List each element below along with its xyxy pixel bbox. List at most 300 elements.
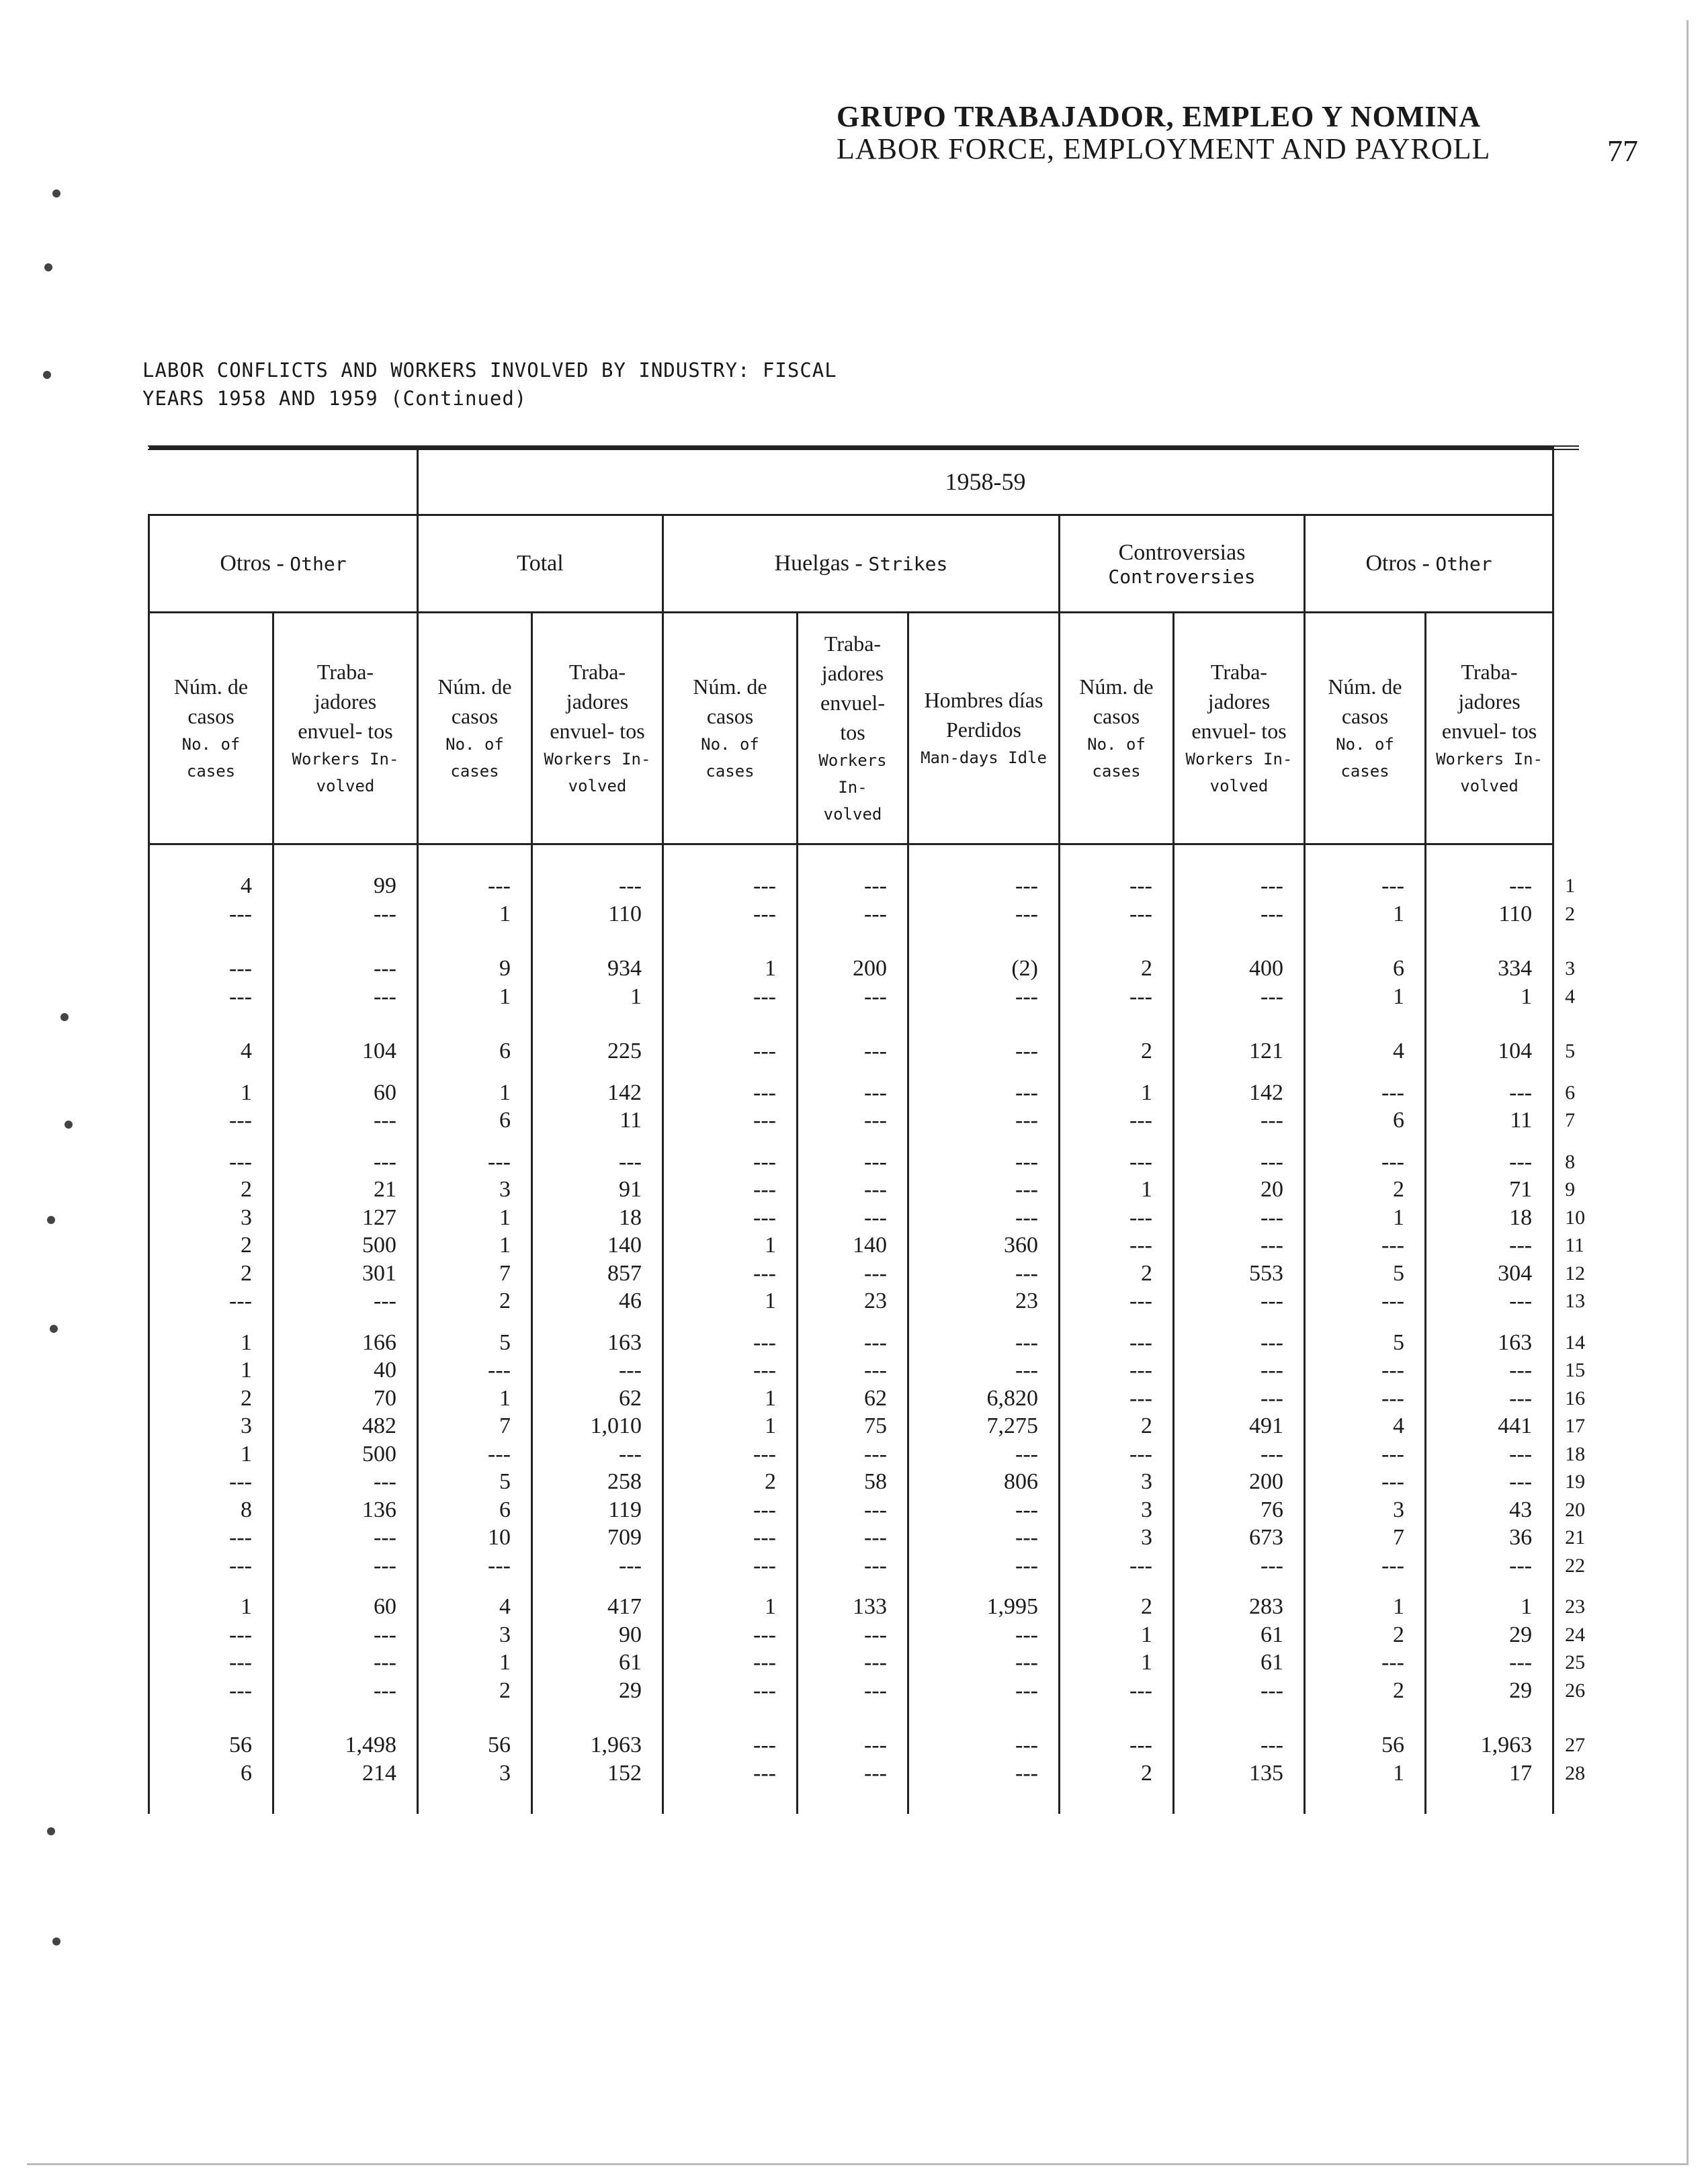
- table-cell: 110: [1426, 900, 1553, 928]
- table-cell: ---: [149, 1106, 273, 1135]
- spacer-cell: [908, 1010, 1060, 1037]
- table-cell: 304: [1426, 1260, 1553, 1288]
- table-cell: 482: [273, 1412, 418, 1440]
- table-row: [149, 1496, 1580, 1524]
- table-cell: ---: [908, 1621, 1060, 1649]
- table-row: [149, 1524, 1580, 1552]
- running-header: [837, 101, 1490, 165]
- subheader-es: Núm. de casos: [1079, 674, 1154, 728]
- table-cell: ---: [663, 1329, 798, 1357]
- table-cell: ---: [798, 1037, 908, 1065]
- table-cell: ---: [1426, 1148, 1553, 1176]
- spacer-row: [149, 928, 1580, 955]
- row-number: 7: [1565, 1109, 1576, 1131]
- table-cell: ---: [798, 1759, 908, 1788]
- table-row: [149, 1260, 1580, 1288]
- spacer-cell: [273, 1010, 418, 1037]
- table-cell: ---: [1060, 1356, 1174, 1385]
- table-cell: 1: [1060, 1649, 1174, 1677]
- table-cell: ---: [663, 1731, 798, 1759]
- table-cell: 1: [1305, 1593, 1426, 1621]
- table-row: [149, 1621, 1580, 1649]
- spacer-cell: [1060, 1315, 1174, 1329]
- table-cell: ---: [1060, 1677, 1174, 1705]
- table-cell: ---: [1305, 1468, 1426, 1496]
- subheader-es: Traba- jadores envuel- tos: [1441, 660, 1537, 743]
- table-cell: 5: [418, 1468, 532, 1496]
- spacer-cell: [1060, 1787, 1174, 1814]
- table-cell: ---: [1305, 1552, 1426, 1580]
- table-row: [149, 1552, 1580, 1580]
- table-cell: ---: [532, 1552, 663, 1580]
- table-cell: 7: [418, 1412, 532, 1440]
- subheader-en: Workers In- volved: [1185, 750, 1293, 795]
- table-cell: ---: [149, 983, 273, 1011]
- table-cell: 200: [798, 955, 908, 983]
- table-cell: ---: [798, 1552, 908, 1580]
- table-cell: 4: [1305, 1412, 1426, 1440]
- table-cell: ---: [1305, 1287, 1426, 1315]
- table-cell: ---: [1174, 1731, 1305, 1759]
- table-cell: ---: [798, 1329, 908, 1357]
- table-cell: 2: [418, 1287, 532, 1315]
- table-cell: 4: [149, 872, 273, 900]
- spacer-cell: [149, 1704, 273, 1731]
- table-cell: ---: [1426, 1356, 1553, 1385]
- table-cell: 553: [1174, 1260, 1305, 1288]
- table-cell: 6: [418, 1037, 532, 1065]
- spacer-cell: [1553, 613, 1580, 844]
- table-cell: 1: [1426, 1593, 1553, 1621]
- table-cell: ---: [798, 1731, 908, 1759]
- table-cell: 1: [149, 1593, 273, 1621]
- subheader-en: No. of cases: [1336, 735, 1394, 781]
- spacer-cell: [1174, 1010, 1305, 1037]
- table-cell: 11: [1426, 1106, 1553, 1135]
- table-cell: 71: [1426, 1176, 1553, 1204]
- spacer-cell: [1305, 1704, 1426, 1731]
- table-cell: 127: [273, 1204, 418, 1232]
- table-cell: ---: [908, 1677, 1060, 1705]
- table-cell: ---: [149, 1677, 273, 1705]
- group-total: [418, 515, 663, 613]
- table-cell: 58: [798, 1468, 908, 1496]
- row-number: 28: [1565, 1761, 1586, 1784]
- table-cell: 1: [1060, 1079, 1174, 1107]
- spacer-row: [149, 1579, 1580, 1593]
- group-controversias-es: Controversias: [1118, 539, 1246, 565]
- spacer-cell: [798, 1787, 908, 1814]
- spacer-cell: [1060, 928, 1174, 955]
- table-cell: ---: [532, 1356, 663, 1385]
- table-cell: 1: [663, 1385, 798, 1413]
- table-cell: ---: [1174, 1329, 1305, 1357]
- spacer-cell: [1305, 844, 1426, 873]
- row-number: 22: [1565, 1554, 1586, 1577]
- table-cell: 140: [798, 1231, 908, 1260]
- table-cell: ---: [1305, 1148, 1426, 1176]
- header-title-en: LABOR FORCE, EMPLOYMENT AND PAYROLL: [837, 132, 1491, 165]
- spacer-cell: [663, 1065, 798, 1079]
- table-cell: 500: [273, 1231, 418, 1260]
- spacer-cell: [663, 1135, 798, 1148]
- table-cell: 6: [418, 1496, 532, 1524]
- table-row: [149, 1287, 1580, 1315]
- table-cell: ---: [663, 1079, 798, 1107]
- spacer-cell: [418, 1787, 532, 1814]
- spacer-cell: [663, 928, 798, 955]
- table-cell: 2: [149, 1260, 273, 1288]
- table-cell: ---: [663, 983, 798, 1011]
- spacer-cell: [1426, 844, 1553, 873]
- spacer-row: [149, 1315, 1580, 1329]
- spacer-cell: [149, 1315, 273, 1329]
- spacer-cell: [908, 1065, 1060, 1079]
- subheader-en: Workers In- volved: [292, 750, 399, 795]
- subheader-es: Traba- jadores envuel- tos: [820, 631, 885, 744]
- table-cell: ---: [1426, 1440, 1553, 1469]
- spacer-cell: [1060, 844, 1174, 873]
- group-otros-right-en: Other: [1435, 553, 1492, 575]
- table-cell: 11: [532, 1106, 663, 1135]
- group-otros-left-en: Other: [290, 553, 347, 575]
- table-cell: ---: [532, 872, 663, 900]
- spacer-cell: [1426, 1787, 1553, 1814]
- spacer-cell: [1426, 1579, 1553, 1593]
- table-cell: ---: [1305, 872, 1426, 900]
- caption-line-2: YEARS 1958 AND 1959 (Continued): [142, 387, 527, 410]
- table-cell: 76: [1174, 1496, 1305, 1524]
- table-cell: ---: [663, 1524, 798, 1552]
- table-cell: ---: [798, 1440, 908, 1469]
- table-cell: ---: [1426, 1287, 1553, 1315]
- spacer-cell: [1426, 1315, 1553, 1329]
- table-cell: ---: [273, 1552, 418, 1580]
- table-cell: 5: [1305, 1260, 1426, 1288]
- table-cell: ---: [663, 1356, 798, 1385]
- table-cell: 334: [1426, 955, 1553, 983]
- table-cell: ---: [663, 1621, 798, 1649]
- page-number: 77: [1607, 134, 1638, 168]
- row-number: 6: [1565, 1081, 1576, 1104]
- table-cell: ---: [908, 1649, 1060, 1677]
- table-cell: 3: [1305, 1496, 1426, 1524]
- table-cell: 142: [1174, 1079, 1305, 1107]
- table-cell: ---: [273, 955, 418, 983]
- group-huelgas-es: Huelgas -: [774, 551, 863, 576]
- subheader-es: Traba- jadores envuel- tos: [550, 660, 645, 743]
- table-cell: 4: [149, 1037, 273, 1065]
- table-row: [149, 1468, 1580, 1496]
- table-cell: ---: [418, 1440, 532, 1469]
- spacer-cell: [1060, 1704, 1174, 1731]
- table-cell: 258: [532, 1468, 663, 1496]
- table-cell: 360: [908, 1231, 1060, 1260]
- table-cell: 5: [1305, 1329, 1426, 1357]
- spacer-cell: [908, 1315, 1060, 1329]
- table-cell: 3: [1060, 1524, 1174, 1552]
- table-cell: ---: [1426, 1649, 1553, 1677]
- spacer-cell: [418, 1135, 532, 1148]
- table-cell: 163: [1426, 1329, 1553, 1357]
- spacer-cell: [1553, 1704, 1580, 1731]
- spacer-row: [149, 1135, 1580, 1148]
- row-number: 3: [1565, 957, 1576, 979]
- spacer-cell: [798, 928, 908, 955]
- table-cell: ---: [1426, 1079, 1553, 1107]
- table-cell: ---: [663, 900, 798, 928]
- table-cell: 2: [1060, 1037, 1174, 1065]
- table-cell: ---: [273, 900, 418, 928]
- spacer-cell: [418, 1579, 532, 1593]
- table-cell: 2: [1305, 1621, 1426, 1649]
- table-row: [149, 1412, 1580, 1440]
- table-cell: 1: [1060, 1621, 1174, 1649]
- table-cell: 1,963: [532, 1731, 663, 1759]
- table-cell: 56: [1305, 1731, 1426, 1759]
- spacer-cell: [1553, 515, 1580, 613]
- table-cell: ---: [663, 1148, 798, 1176]
- spacer-cell: [1553, 1135, 1580, 1148]
- table-cell: ---: [1174, 1106, 1305, 1135]
- table-cell: 6: [149, 1759, 273, 1788]
- spacer-cell: [1553, 1315, 1580, 1329]
- subheader-trabajadores-1: [273, 613, 418, 844]
- table-cell: ---: [1426, 1385, 1553, 1413]
- row-number: 21: [1565, 1526, 1586, 1548]
- subheader-row: [149, 613, 1580, 844]
- table-cell: 60: [273, 1079, 418, 1107]
- table-cell: 8: [149, 1496, 273, 1524]
- table-cell: ---: [663, 1677, 798, 1705]
- table-cell: ---: [798, 872, 908, 900]
- table-cell: ---: [663, 1176, 798, 1204]
- table-cell: 441: [1426, 1412, 1553, 1440]
- table-cell: 61: [1174, 1621, 1305, 1649]
- spacer-cell: [418, 1704, 532, 1731]
- spacer-cell: [532, 1579, 663, 1593]
- table-cell: ---: [1174, 1552, 1305, 1580]
- margin-speck: [60, 1013, 69, 1021]
- table-cell: 1: [663, 955, 798, 983]
- table-cell: 23: [908, 1287, 1060, 1315]
- table-cell: ---: [149, 1524, 273, 1552]
- table-cell: ---: [798, 1079, 908, 1107]
- table-cell: 60: [273, 1593, 418, 1621]
- table-cell: 400: [1174, 955, 1305, 983]
- table-row: [149, 1731, 1580, 1759]
- table-cell: 2: [418, 1677, 532, 1705]
- table-cell: ---: [532, 1148, 663, 1176]
- table-row: [149, 1356, 1580, 1385]
- spacer-row: [149, 1704, 1580, 1731]
- table-row: [149, 1440, 1580, 1469]
- table-cell: ---: [1305, 1356, 1426, 1385]
- subheader-en: No. of cases: [445, 735, 504, 781]
- spacer-cell: [1174, 1315, 1305, 1329]
- table-row: [149, 1148, 1580, 1176]
- table-cell: 70: [273, 1385, 418, 1413]
- table-cell: ---: [273, 1106, 418, 1135]
- subheader-en: Workers In- volved: [1436, 750, 1543, 795]
- table-cell: ---: [1174, 1677, 1305, 1705]
- table-cell: 163: [532, 1329, 663, 1357]
- table-cell: 10: [418, 1524, 532, 1552]
- table-cell: 104: [273, 1037, 418, 1065]
- table-cell: 1: [663, 1593, 798, 1621]
- table-cell: 7: [1305, 1524, 1426, 1552]
- spacer-cell: [1305, 1135, 1426, 1148]
- table-cell: 142: [532, 1079, 663, 1107]
- spacer-cell: [798, 1010, 908, 1037]
- row-number: 4: [1565, 985, 1576, 1008]
- table-cell: ---: [663, 872, 798, 900]
- table-cell: 2: [663, 1468, 798, 1496]
- table-cell: 4: [418, 1593, 532, 1621]
- spacer-cell: [1060, 1065, 1174, 1079]
- table-cell: 36: [1426, 1524, 1553, 1552]
- margin-speck: [52, 1937, 60, 1946]
- table-cell: ---: [798, 1176, 908, 1204]
- margin-speck: [47, 1216, 55, 1224]
- table-cell: ---: [1174, 1148, 1305, 1176]
- subheader-num-casos-7: [1060, 613, 1174, 844]
- spacer-cell: [1305, 1579, 1426, 1593]
- table-cell: 1: [149, 1079, 273, 1107]
- table-row: [149, 1385, 1580, 1413]
- table-cell: ---: [908, 1260, 1060, 1288]
- spacer-row: [149, 1787, 1580, 1814]
- subheader-en: Man-days Idle: [921, 748, 1047, 767]
- table-cell: 6: [1305, 955, 1426, 983]
- table-cell: ---: [273, 1148, 418, 1176]
- table-row: [149, 900, 1580, 928]
- table-cell: 200: [1174, 1468, 1305, 1496]
- subheader-trabajadores-8: [1174, 613, 1305, 844]
- table-cell: 283: [1174, 1593, 1305, 1621]
- table-cell: ---: [798, 1148, 908, 1176]
- table-cell: ---: [1060, 1204, 1174, 1232]
- table-cell: 1: [663, 1231, 798, 1260]
- spacer-cell: [1174, 1704, 1305, 1731]
- table-cell: ---: [273, 1621, 418, 1649]
- table-cell: 1: [418, 1231, 532, 1260]
- spacer-cell: [908, 1579, 1060, 1593]
- spacer-cell: [1305, 1065, 1426, 1079]
- table-cell: ---: [1174, 1204, 1305, 1232]
- labor-conflicts-table: [148, 447, 1586, 1814]
- spacer-cell: [273, 1579, 418, 1593]
- spacer-cell: [798, 1704, 908, 1731]
- table-cell: 29: [1426, 1621, 1553, 1649]
- spacer-cell: [149, 1135, 273, 1148]
- row-number: 18: [1565, 1442, 1586, 1465]
- table-cell: 104: [1426, 1037, 1553, 1065]
- table-caption: [142, 356, 837, 412]
- table-cell: 3: [149, 1412, 273, 1440]
- group-controversias: [1060, 515, 1305, 613]
- table-cell: ---: [149, 1287, 273, 1315]
- table-row: [149, 1106, 1580, 1135]
- group-total-es: Total: [517, 551, 564, 576]
- row-number: 19: [1565, 1471, 1586, 1493]
- table-row: [149, 1649, 1580, 1677]
- table-cell: ---: [1060, 1552, 1174, 1580]
- table-cell: 62: [532, 1385, 663, 1413]
- table-cell: 1,498: [273, 1731, 418, 1759]
- table-cell: 23: [798, 1287, 908, 1315]
- table-cell: 1: [1305, 900, 1426, 928]
- table-cell: ---: [663, 1106, 798, 1135]
- table-cell: 225: [532, 1037, 663, 1065]
- spacer-cell: [149, 844, 273, 873]
- row-number: 5: [1565, 1040, 1576, 1062]
- spacer-cell: [418, 928, 532, 955]
- table-cell: 2: [149, 1231, 273, 1260]
- table-cell: 1: [1305, 983, 1426, 1011]
- table-cell: 2: [149, 1176, 273, 1204]
- table-cell: 1: [1305, 1204, 1426, 1232]
- margin-speck: [43, 371, 51, 379]
- group-huelgas: [663, 515, 1060, 613]
- table-cell: 673: [1174, 1524, 1305, 1552]
- spacer-cell: [1305, 928, 1426, 955]
- table-row: [149, 1176, 1580, 1204]
- spacer-row: [149, 844, 1580, 873]
- table-cell: 20: [1174, 1176, 1305, 1204]
- table-cell: ---: [149, 1621, 273, 1649]
- spacer-cell: [663, 1315, 798, 1329]
- subheader-es: Núm. de casos: [173, 674, 249, 728]
- spacer-cell: [1553, 928, 1580, 955]
- table-cell: 2: [1060, 1412, 1174, 1440]
- table-cell: ---: [1426, 872, 1553, 900]
- spacer-cell: [1174, 928, 1305, 955]
- spacer-cell: [908, 928, 1060, 955]
- table-cell: ---: [908, 983, 1060, 1011]
- spacer-cell: [273, 928, 418, 955]
- table-cell: ---: [273, 1287, 418, 1315]
- table-cell: 2: [1060, 1759, 1174, 1788]
- spacer-cell: [1060, 1010, 1174, 1037]
- table-row: [149, 955, 1580, 983]
- table-cell: ---: [908, 1329, 1060, 1357]
- year-header: 1958-59: [418, 448, 1553, 515]
- spacer-cell: [273, 1315, 418, 1329]
- table-cell: 214: [273, 1759, 418, 1788]
- table-cell: 46: [532, 1287, 663, 1315]
- table-cell: 1: [1060, 1176, 1174, 1204]
- table-cell: 1,010: [532, 1412, 663, 1440]
- table-cell: ---: [1174, 1231, 1305, 1260]
- table-cell: ---: [1174, 1440, 1305, 1469]
- table-cell: 1: [149, 1329, 273, 1357]
- row-number: 25: [1565, 1651, 1586, 1673]
- header-blank-cell: [149, 448, 418, 515]
- table-cell: 18: [1426, 1204, 1553, 1232]
- subheader-en: No. of cases: [701, 735, 759, 781]
- table-cell: ---: [418, 872, 532, 900]
- subheader-en: No. of cases: [1087, 735, 1146, 781]
- table-cell: 491: [1174, 1412, 1305, 1440]
- table-cell: 75: [798, 1412, 908, 1440]
- table-cell: 1: [532, 983, 663, 1011]
- group-huelgas-en: Strikes: [868, 553, 948, 575]
- table-cell: ---: [1174, 983, 1305, 1011]
- margin-speck: [52, 189, 60, 198]
- table-cell: 806: [908, 1468, 1060, 1496]
- subheader-es: Traba- jadores envuel- tos: [298, 660, 393, 743]
